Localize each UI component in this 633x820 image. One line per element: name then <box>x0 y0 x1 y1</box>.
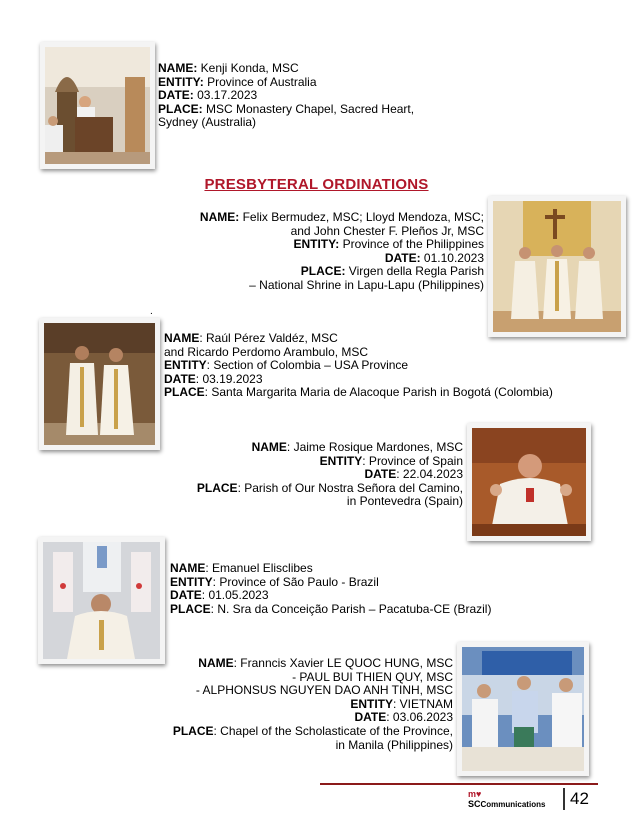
place-value: : Santa Margarita Maria de Alacoque Parish in Bogotá (Colombia) <box>204 385 553 400</box>
page-number: 42 <box>570 789 589 808</box>
entity-value: : VIETNAM <box>392 696 453 711</box>
date-value: : 22.04.2023 <box>396 467 463 482</box>
name-value: : Jaime Rosique Mardones, MSC <box>286 440 463 454</box>
date-value: : 03.06.2023 <box>386 710 453 725</box>
name-label: NAME <box>164 331 200 345</box>
photo-kenji-konda <box>40 42 155 169</box>
photo-philippines-ordination <box>488 196 626 337</box>
date-label: DATE <box>170 588 202 603</box>
date-label: DATE <box>364 467 397 482</box>
entity-label: ENTITY: <box>293 237 340 252</box>
entity-value: : Section of Colombia – USA Province <box>206 358 409 373</box>
date-label: DATE: <box>158 88 194 103</box>
name-value: : Raúl Pérez Valdéz, MSC <box>199 331 338 345</box>
name-label: NAME <box>170 561 206 575</box>
place-value: : Chapel of the Scholasticate of the Province, <box>213 723 453 738</box>
place-label: PLACE <box>172 723 214 738</box>
name-value: Kenji Konda, MSC <box>197 61 299 75</box>
photo-brazil-ordination <box>38 537 165 664</box>
entry-vietnam <box>173 657 453 752</box>
entity-value: : Province of São Paulo - Brazil <box>212 574 379 589</box>
entity-value: Province of Australia <box>203 74 317 89</box>
entity-label: ENTITY <box>350 696 393 711</box>
place-label: PLACE: <box>300 264 346 279</box>
entity-label: ENTITY: <box>158 74 204 89</box>
place-value: Virgen della Regla Parish <box>345 264 484 279</box>
date-label: DATE <box>354 710 387 725</box>
photo-spain-ordination <box>467 423 591 541</box>
name-label: NAME <box>251 440 287 454</box>
place-value-continued: in Pontevedra (Spain) <box>346 494 463 509</box>
place-label: PLACE: <box>158 101 203 116</box>
date-label: DATE <box>164 371 196 386</box>
section-heading: PRESBYTERAL ORDINATIONS <box>204 176 429 193</box>
name-value: Felix Bermudez, MSC; Lloyd Mendoza, MSC; <box>239 210 484 224</box>
place-value: : Parish of Our Nostra Señora del Camino, <box>237 480 463 495</box>
entry-philippines <box>200 211 484 293</box>
name-value-continued: and Ricardo Perdomo Arambulo, MSC <box>164 344 369 359</box>
footer-divider <box>563 788 565 810</box>
stray-dot: . <box>150 306 153 317</box>
logo-wordmark: Communications <box>480 800 546 809</box>
place-value: : N. Sra da Conceição Parish – Pacatuba-CE (Brazil) <box>210 601 492 616</box>
name-label: NAME: <box>158 61 198 75</box>
place-value: MSC Monastery Chapel, Sacred Heart, <box>202 101 415 116</box>
photo-vietnam-ordination <box>457 642 589 776</box>
logo-mark-top: m♥ <box>468 789 482 799</box>
entry-brazil <box>170 562 491 616</box>
name-value: : Franncis Xavier LE QUOC HUNG, MSC <box>233 656 453 670</box>
place-value-continued: Sydney (Australia) <box>158 115 257 130</box>
entity-value: Province of the Philippines <box>339 237 484 252</box>
photo-colombia-ordination <box>39 318 160 450</box>
entry-spain <box>197 441 463 509</box>
place-value-continued: – National Shrine in Lapu-Lapu (Philippines) <box>249 277 484 292</box>
date-value: 01.10.2023 <box>420 250 484 265</box>
place-label: PLACE <box>164 385 205 400</box>
entity-label: ENTITY <box>319 453 363 468</box>
footer-rule <box>320 783 598 785</box>
entry-kenji-konda <box>158 62 414 130</box>
logo-mark-bottom: SC <box>468 799 481 809</box>
entry-colombia <box>164 332 553 400</box>
name-label: NAME <box>198 656 234 670</box>
name-value: : Emanuel Elisclibes <box>205 561 313 575</box>
entity-value: : Province of Spain <box>362 453 463 468</box>
msc-communications-logo <box>468 789 545 810</box>
date-value: 03.17.2023 <box>193 88 258 103</box>
place-label: PLACE <box>170 601 211 616</box>
name-label: NAME: <box>199 210 240 224</box>
place-value-continued: in Manila (Philippines) <box>335 737 453 752</box>
entity-label: ENTITY <box>164 358 207 373</box>
name-value-continued: - ALPHONSUS NGUYEN DAO ANH TINH, MSC <box>195 683 453 698</box>
entity-label: ENTITY <box>170 574 213 589</box>
name-value-continued: - PAUL BUI THIEN QUY, MSC <box>292 669 453 684</box>
date-value: : 03.19.2023 <box>195 371 263 386</box>
date-label: DATE: <box>384 250 421 265</box>
name-value-continued: and John Chester F. Pleños Jr, MSC <box>290 223 484 238</box>
date-value: : 01.05.2023 <box>201 588 269 603</box>
place-label: PLACE <box>196 480 238 495</box>
